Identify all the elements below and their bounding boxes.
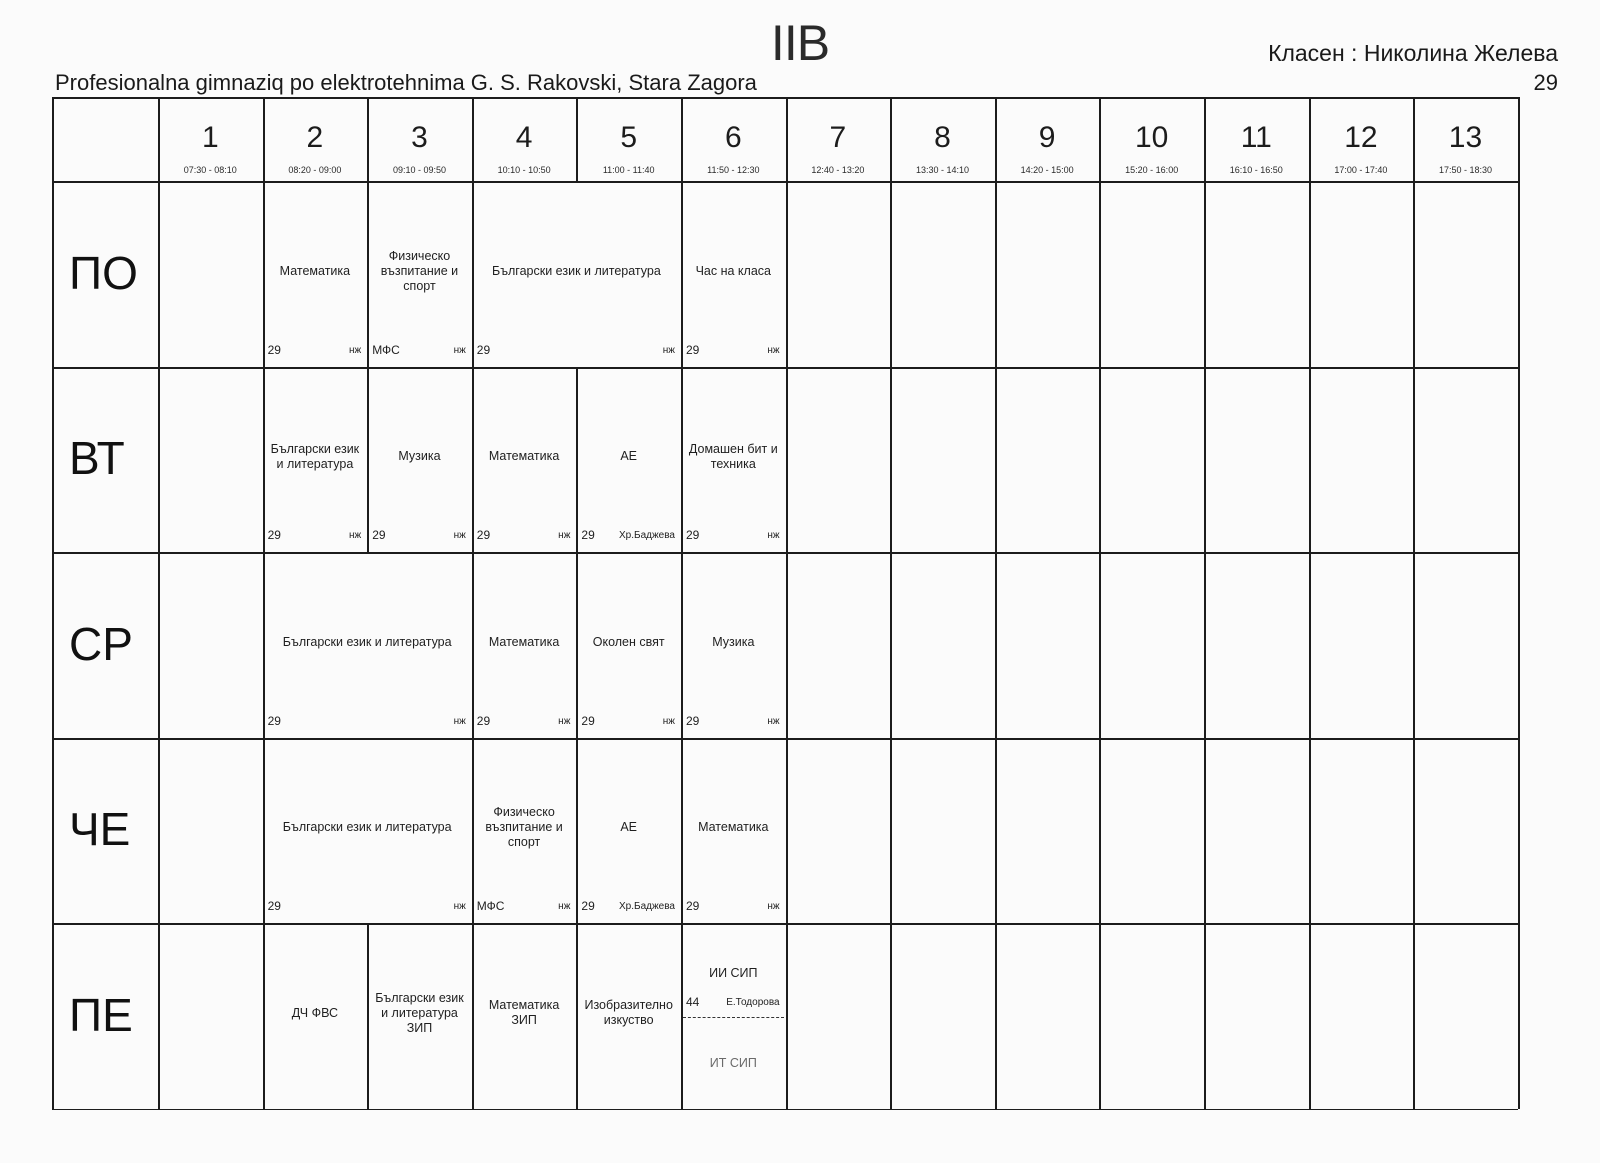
grid-line [995, 923, 997, 1109]
lesson-teacher: Хр.Баджева [619, 530, 675, 541]
lesson-teacher: нж [558, 715, 571, 727]
lesson-subject: Български език и литература [270, 441, 360, 471]
class-name: IIB [770, 15, 830, 71]
lesson-teacher: нж [662, 715, 675, 727]
period-number: 2 [306, 121, 324, 154]
grid-line [52, 97, 54, 1109]
grid-line [995, 367, 997, 553]
grid-line [472, 738, 474, 924]
lesson-room: 29 [686, 713, 700, 728]
lesson-teacher: нж [348, 530, 362, 541]
grid-line [890, 552, 892, 738]
lesson-subject: Математика [698, 820, 769, 834]
grid-line [263, 552, 265, 738]
period-time: 12:40 - 13:20 [811, 165, 865, 175]
day-label: ЧЕ [69, 803, 131, 856]
grid-line [1413, 552, 1415, 738]
period-time: 11:00 - 11:40 [602, 165, 655, 175]
lesson-room: 29 [476, 342, 491, 357]
grid-line [1309, 181, 1311, 367]
grid-line [1099, 181, 1101, 367]
grid-line [1204, 181, 1206, 367]
grid-line [681, 367, 683, 553]
day-label: ПО [69, 246, 138, 299]
period-time: 09:10 - 09:50 [392, 165, 446, 175]
lesson-room: 29 [267, 713, 281, 728]
period-time: 14:20 - 15:00 [1020, 165, 1074, 175]
page-bottom-margin [0, 1110, 1600, 1163]
grid-line [890, 367, 892, 553]
grid-line [786, 181, 788, 367]
lesson-subject: Математика [488, 449, 560, 463]
lesson-teacher: нж [453, 715, 466, 727]
lesson-subject: Математика [488, 634, 560, 649]
lesson-teacher: нж [767, 901, 780, 912]
lesson-subject: Български език и литература [282, 820, 452, 834]
lesson-subject: Домашен бит и техника [688, 441, 778, 471]
grid-line [786, 923, 788, 1109]
grid-line [472, 367, 474, 553]
grid-line [995, 181, 997, 367]
grid-line [1413, 367, 1415, 553]
lesson-teacher: нж [767, 715, 780, 727]
period-number: 8 [934, 121, 951, 154]
period-time: 17:50 - 18:30 [1438, 165, 1492, 175]
grid-line [263, 181, 265, 367]
grid-line [786, 738, 788, 924]
lesson-subject: АЕ [620, 449, 638, 463]
grid-line [1309, 923, 1311, 1109]
grid-line [890, 738, 892, 924]
grid-line [1204, 367, 1206, 553]
grid-line [367, 181, 369, 367]
day-label: ПЕ [69, 988, 133, 1041]
grid-line [1413, 923, 1415, 1109]
grid-line [890, 181, 892, 367]
lesson-room: МФС [476, 899, 505, 913]
period-time: 10:10 - 10:50 [497, 165, 551, 175]
lesson-room: 29 [372, 528, 386, 542]
day-label: СР [69, 617, 133, 670]
period-time: 08:20 - 09:00 [288, 165, 342, 175]
grid-line [1518, 97, 1520, 1109]
grid-line [1413, 738, 1415, 924]
lesson-subject: Час на класа [695, 263, 771, 278]
lesson-subject: Изобразително изкуство [584, 998, 673, 1027]
lesson-room: 29 [581, 528, 595, 542]
grid-line [786, 367, 788, 553]
grid-line [1309, 738, 1311, 924]
day-label: ВТ [69, 432, 125, 485]
grid-line [576, 923, 578, 1109]
lesson-teacher: нж [348, 344, 362, 356]
grid-line [263, 738, 265, 924]
period-number: 7 [829, 121, 847, 154]
grid-line [158, 97, 160, 1109]
grid-line [472, 181, 474, 367]
lesson-room: 29 [686, 342, 700, 357]
lesson-subject: ДЧ ФВС [291, 1005, 339, 1020]
period-number: 9 [1038, 121, 1056, 154]
lesson-teacher: Хр.Баджева [619, 901, 675, 912]
period-number: 1 [201, 121, 219, 154]
grid-line [1099, 367, 1101, 553]
grid-line [681, 552, 683, 738]
lesson-subject: Околен свят [592, 634, 665, 649]
lesson-room: 29 [581, 713, 595, 728]
period-time: 16:10 - 16:50 [1229, 165, 1283, 175]
lesson-subject: Музика [712, 634, 755, 649]
period-number: 10 [1135, 121, 1169, 154]
lesson-room: 29 [267, 899, 281, 913]
grid-line [1204, 552, 1206, 738]
lesson-subject: Математика ЗИП [488, 998, 560, 1027]
grid-line [1413, 181, 1415, 367]
period-time: 11:50 - 12:30 [707, 165, 760, 175]
lesson-teacher: нж [767, 530, 780, 541]
period-number: 3 [411, 121, 428, 154]
period-time: 15:20 - 16:00 [1125, 165, 1179, 175]
grid-line [1309, 552, 1311, 738]
period-time: 07:30 - 08:10 [183, 165, 237, 175]
lesson-room: МФС [372, 342, 400, 357]
period-number: 11 [1240, 121, 1272, 154]
lesson-subject: Физическо възпитание и спорт [485, 805, 563, 849]
grid-line [367, 923, 369, 1109]
lesson-teacher: нж [558, 530, 571, 541]
lesson-teacher: нж [767, 344, 780, 356]
period-time: 17:00 - 17:40 [1334, 165, 1388, 175]
lesson-teacher: нж [662, 344, 675, 356]
grid-line [1204, 923, 1206, 1109]
grid-line [576, 738, 578, 924]
lesson-subject: Физическо възпитание и спорт [380, 248, 459, 293]
class-teacher: Класен : Николина Желева [1268, 40, 1558, 66]
period-time: 13:30 - 14:10 [915, 165, 969, 175]
lesson-room: 29 [267, 342, 281, 357]
grid-line [1099, 923, 1101, 1109]
grid-line [472, 552, 474, 738]
grid-line [1099, 552, 1101, 738]
lesson-subject: Математика [279, 263, 351, 278]
period-number: 13 [1448, 121, 1483, 154]
split-divider [683, 1017, 784, 1018]
lesson-room: 29 [581, 899, 595, 913]
period-number: 4 [515, 121, 533, 154]
lesson-subject: Музика [398, 449, 441, 463]
grid-line [576, 552, 578, 738]
grid-line [263, 367, 265, 553]
grid-line [263, 923, 265, 1109]
lesson-room: 29 [476, 528, 491, 542]
grid-line [681, 738, 683, 924]
lesson-teacher: нж [453, 344, 466, 356]
grid-line [786, 552, 788, 738]
lesson-room: 29 [686, 899, 700, 913]
lesson-room: 29 [686, 528, 700, 542]
lesson-subject: Български език и литература [282, 634, 452, 649]
grid-line [995, 738, 997, 924]
split-top-room: 44 [686, 995, 700, 1009]
grid-line [1099, 738, 1101, 924]
lesson-teacher: нж [453, 530, 466, 541]
lesson-room: 29 [476, 713, 491, 728]
lesson-room: 29 [267, 528, 281, 542]
grid-line [1204, 738, 1206, 924]
split-top-subject: ИИ СИП [709, 965, 758, 980]
grid-line [890, 923, 892, 1109]
grid-line [367, 367, 369, 553]
room-number: 29 [1533, 70, 1558, 95]
lesson-subject: Български език и литература ЗИП [375, 990, 464, 1035]
period-number: 12 [1344, 121, 1378, 154]
grid-line [472, 923, 474, 1109]
lesson-teacher: нж [453, 901, 466, 912]
period-number: 5 [620, 121, 638, 154]
grid-line [576, 367, 578, 553]
split-bottom-subject: ИТ СИП [709, 1055, 757, 1070]
period-number: 6 [724, 121, 742, 154]
split-top-teacher: Е.Тодорова [726, 997, 780, 1008]
school-name: Profesionalna gimnaziq po elektrotehnima G. S. Rakovski, Stara Zagora [55, 70, 757, 95]
lesson-subject: Български език и литература [492, 263, 661, 278]
grid-line [995, 552, 997, 738]
lesson-teacher: нж [558, 901, 571, 912]
grid-line [681, 923, 683, 1109]
lesson-subject: АЕ [620, 820, 638, 834]
grid-line [681, 181, 683, 367]
grid-line [1309, 367, 1311, 553]
